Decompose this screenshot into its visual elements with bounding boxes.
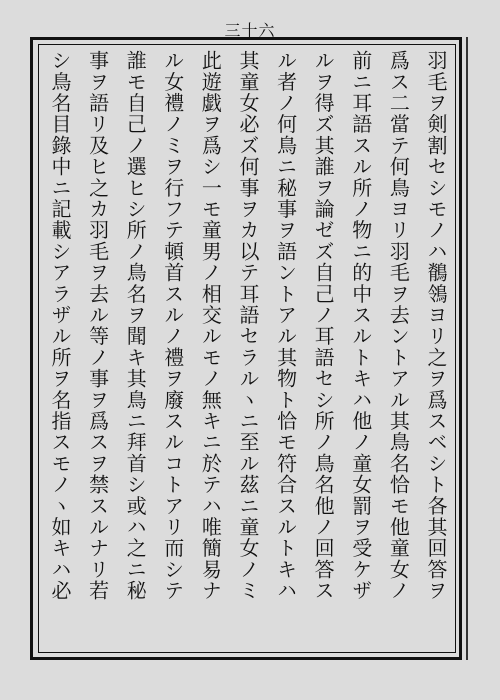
page-number: 三十六	[224, 21, 276, 40]
text-column-1: 羽毛ヲ剣割セシモノハ鶺鴒ヨリ之ヲ爲スベシト各其回答ヲ	[423, 50, 448, 602]
text-column-2: 爲ス二當テ何鳥ヨリ羽毛ヲ去ントアル其鳥名恰モ他童女ノ	[386, 50, 411, 602]
text-column-11: シ鳥名目錄中ニ記載シアラザル所ヲ名指スモノヽ如キハ必	[48, 50, 72, 602]
text-column-7: 此遊戯ヲ爲シ一モ童男ノ相交ルモノ無キニ於テハ唯簡易ナ	[198, 50, 223, 602]
text-column-6: 其童女必ズ何事ヲカ以テ耳語セラルヽニ至ル茲ニ童女ノミ	[235, 50, 260, 602]
text-column-10: 事ヲ語リ及ヒ之カ羽毛ヲ去ル等ノ事ヲ爲スヲ禁スルナリ若	[85, 50, 110, 602]
text-column-4: ルヲ得ズ其誰ヲ論ゼズ自己ノ耳語セシ所ノ鳥名他ノ回答ス	[311, 50, 336, 602]
text-column-3: 前ニ耳語スル所ノ物ニ的中スルトキハ他ノ童女罰ヲ受ケザ	[348, 50, 373, 602]
text-column-8: ル女禮ノミヲ行フテ頓首スルノ禮ヲ廢スルコトアリ而シテ	[160, 50, 185, 602]
side-rule	[466, 37, 468, 660]
text-column-9: 誰モ自己ノ選ヒシ所ノ鳥名ヲ聞キ其鳥ニ拜首シ或ハ之ニ秘	[123, 50, 148, 602]
text-column-5: ル者ノ何鳥ニ秘事ヲ語ントアル其物ト恰モ符合スルトキハ	[273, 50, 298, 602]
vertical-text-block	[44, 50, 452, 648]
